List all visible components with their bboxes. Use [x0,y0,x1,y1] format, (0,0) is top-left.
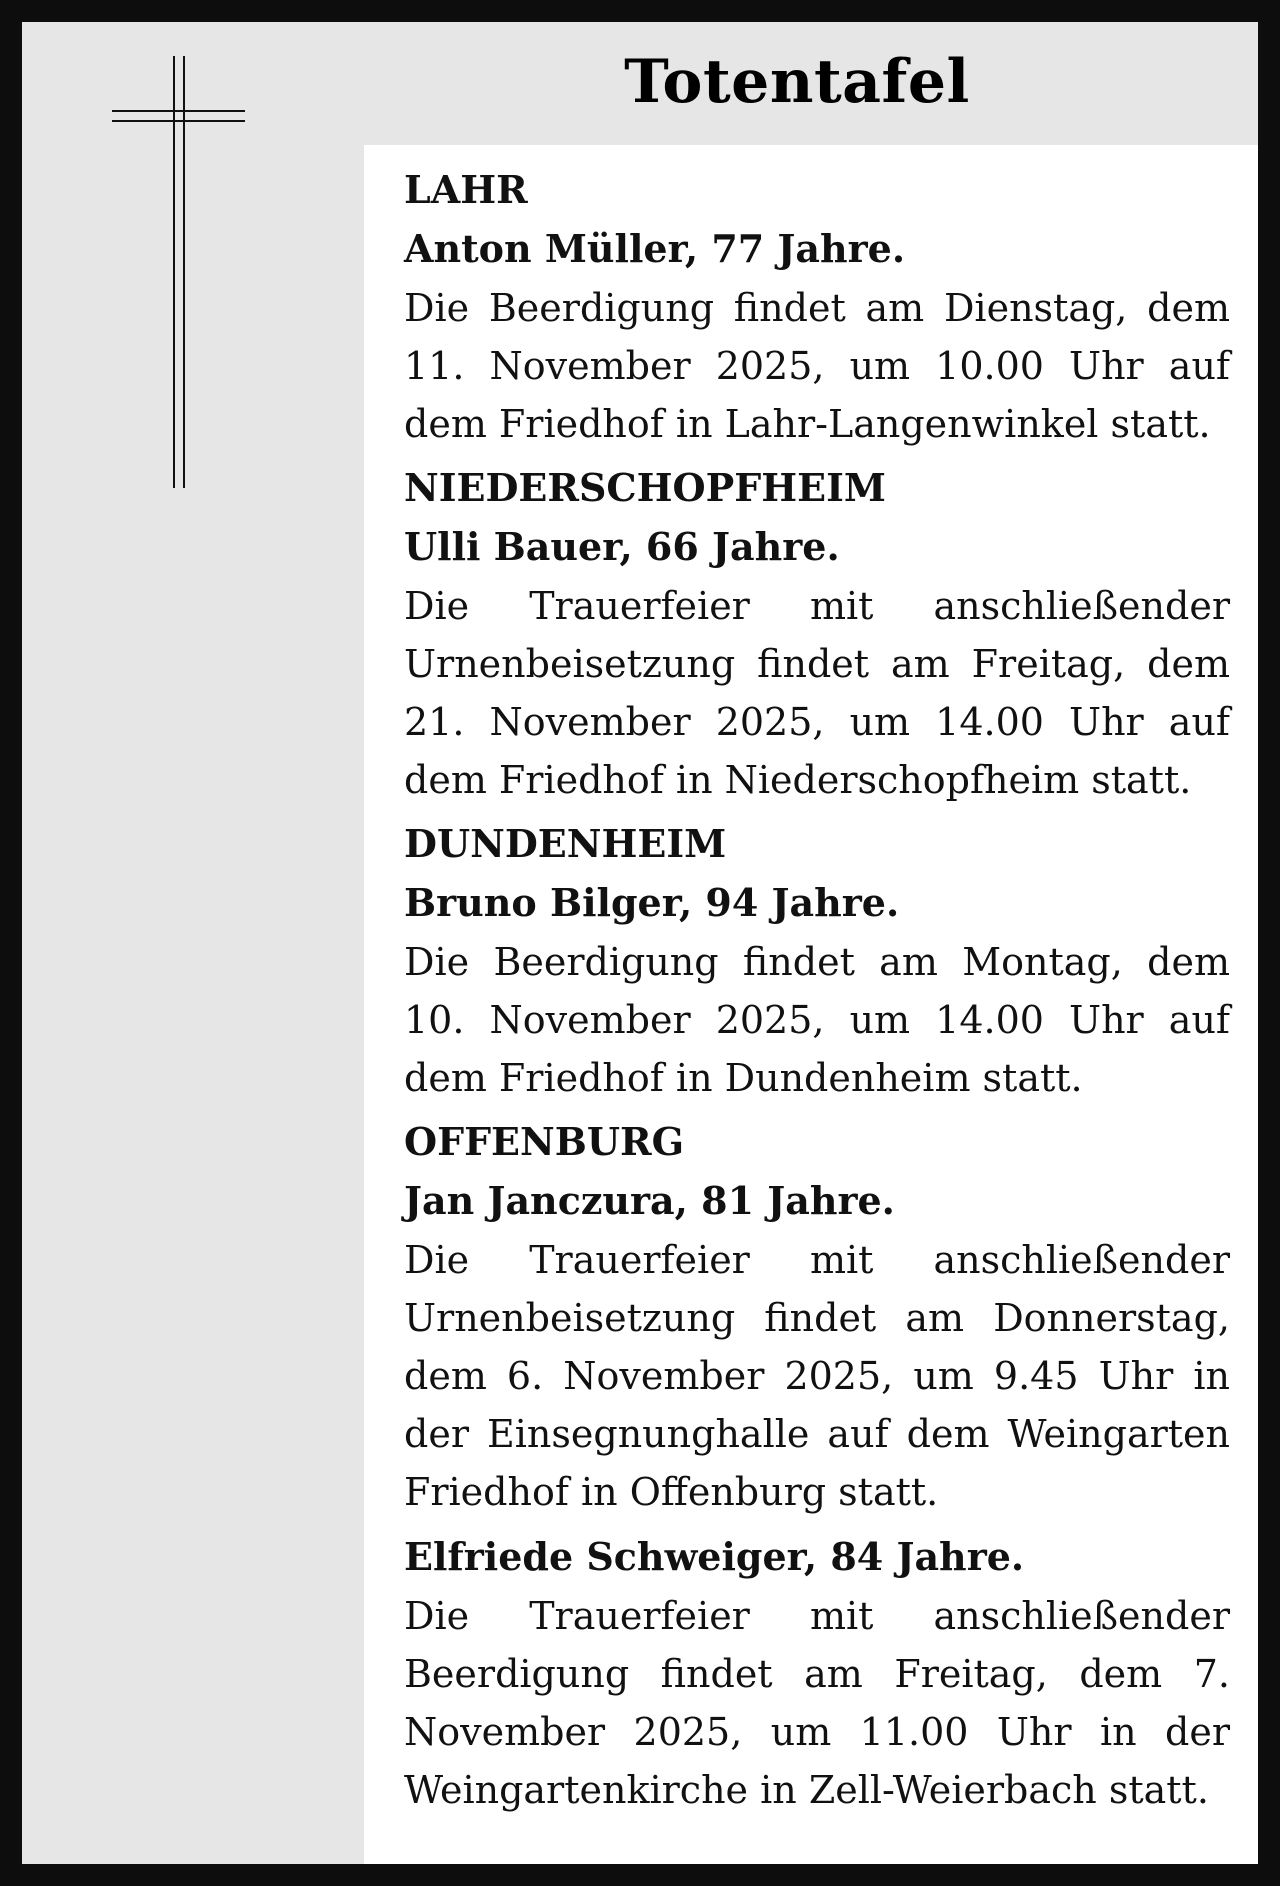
entry-name: Jan Janczura, 81 Jahre. [404,1178,895,1223]
page-title: Totentafel [624,47,970,117]
entry-text: Die Trauerfeier mit anschließender Urnenbeisetzung findet am Freitag, dem 21. November 2025, um 14.00 Uhr auf dem Friedhof in Niederschopfheim statt. [404,584,1230,802]
obituary-list [364,145,1258,1864]
entry-text: Die Trauerfeier mit anschließender Beerdigung findet am Freitag, dem 7. November 2025, um 11.00 Uhr in der Weingartenkirche in Zell-Weierbach statt. [404,1594,1230,1812]
entry-text: Die Trauerfeier mit anschließender Urnenbeisetzung findet am Donnerstag, dem 6. November 2025, um 9.45 Uhr in der Einsegnunghalle auf dem Weingarten Friedhof in Offenburg statt. [404,1238,1230,1514]
obituary-entry [404,459,1230,809]
obituary-entry [404,815,1230,1107]
entry-text: Die Beerdigung findet am Montag, dem 10. November 2025, um 14.00 Uhr auf dem Friedhof in Dundenheim statt. [404,940,1230,1100]
entry-place: OFFENBURG [404,1119,685,1164]
entry-name: Anton Müller, 77 Jahre. [404,226,906,271]
entry-name: Bruno Bilger, 94 Jahre. [404,880,900,925]
entry-place: LAHR [404,167,528,212]
entry-text: Die Beerdigung findet am Dienstag, dem 11. November 2025, um 10.00 Uhr auf dem Friedhof in Lahr-Langenwinkel statt. [404,286,1230,446]
entry-place: NIEDERSCHOPFHEIM [404,465,886,510]
obituary-entry [404,161,1230,453]
entry-name: Ulli Bauer, 66 Jahre. [404,524,840,569]
cross-icon [112,56,248,488]
obituary-entry [404,1527,1230,1819]
obituary-entry [404,1113,1230,1521]
entry-name: Elfriede Schweiger, 84 Jahre. [404,1534,1025,1579]
entry-place: DUNDENHEIM [404,821,727,866]
